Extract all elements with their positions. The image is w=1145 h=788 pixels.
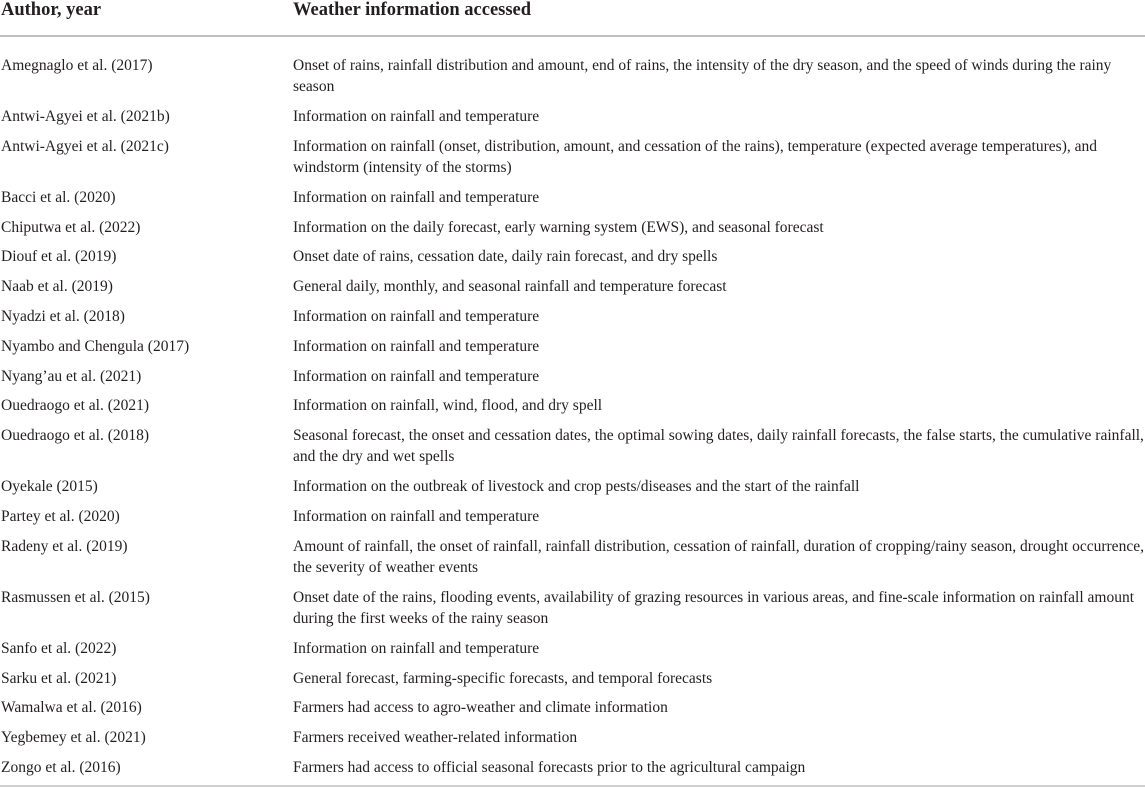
- info-cell: Information on rainfall and temperature: [293, 367, 540, 385]
- table-row: [0, 506, 1145, 536]
- info-cell: Farmers received weather-related information: [293, 729, 578, 747]
- table-row: [0, 336, 1145, 366]
- table-row: [0, 187, 1145, 217]
- table-row: [0, 536, 1145, 587]
- table-row: [0, 276, 1145, 306]
- author-cell: Oyekale (2015): [1, 478, 98, 496]
- info-cell: Information on rainfall and temperature: [293, 639, 540, 657]
- author-cell: Antwi-Agyei et al. (2021c): [1, 137, 169, 155]
- author-cell: Nyang’au et al. (2021): [1, 367, 142, 385]
- info-cell: Information on the daily forecast, early warning system (EWS), and seasonal forecast: [293, 218, 824, 236]
- author-cell: Ouedraogo et al. (2021): [1, 397, 150, 415]
- info-cell: Information on rainfall and temperature: [293, 307, 540, 325]
- table-row: [0, 757, 1145, 787]
- table-row: [0, 638, 1145, 668]
- author-cell: Zongo et al. (2016): [1, 758, 121, 776]
- table-row: [0, 136, 1145, 187]
- info-cell: Information on rainfall and temperature: [293, 337, 540, 355]
- author-cell: Ouedraogo et al. (2018): [1, 427, 150, 445]
- info-cell: Information on rainfall (onset, distribution, amount, and cessation of the rains), temperature (expected average temperatures), and windstorm (intensity of the storms): [293, 137, 1097, 176]
- author-cell: Wamalwa et al. (2016): [1, 699, 142, 717]
- info-cell: Farmers had access to agro-weather and climate information: [293, 699, 668, 717]
- author-cell: Amegnaglo et al. (2017): [1, 57, 153, 74]
- info-cell: Seasonal forecast, the onset and cessation dates, the optimal sowing dates, daily rainfall forecasts, the false starts, the cumulative rainfall, and the dry and wet spells: [293, 427, 1144, 466]
- info-cell: Information on the outbreak of livestock and crop pests/diseases and the start of the rainfall: [293, 478, 860, 496]
- table-bottom-rule: [0, 785, 1145, 787]
- info-cell: Amount of rainfall, the onset of rainfall, rainfall distribution, cessation of rainfall, duration of cropping/rainy season, drought occurrence, the severity of weather events: [293, 537, 1144, 576]
- table-row: [0, 106, 1145, 136]
- table-row: [0, 366, 1145, 396]
- info-cell: Farmers had access to official seasonal forecasts prior to the agricultural campaign: [293, 758, 806, 776]
- author-cell: Diouf et al. (2019): [1, 248, 117, 266]
- info-cell: Onset date of the rains, flooding events, availability of grazing resources in various areas, and fine-scale information on rainfall amount during the first weeks of the rainy season: [293, 588, 1135, 627]
- table-row: [0, 306, 1145, 336]
- table-row: [0, 697, 1145, 727]
- table-row: [0, 55, 1145, 106]
- table-header-row: [0, 0, 1145, 37]
- info-cell: Information on rainfall and temperature: [293, 188, 540, 206]
- table-row: [0, 587, 1145, 638]
- info-cell: General daily, monthly, and seasonal rainfall and temperature forecast: [293, 278, 727, 296]
- info-cell: General forecast, farming-specific forecasts, and temporal forecasts: [293, 669, 713, 687]
- author-cell: Sanfo et al. (2022): [1, 639, 117, 657]
- author-cell: Nyambo and Chengula (2017): [1, 337, 190, 355]
- table-row: [0, 395, 1145, 425]
- info-cell: Information on rainfall and temperature: [293, 507, 540, 525]
- author-cell: Bacci et al. (2020): [1, 188, 116, 206]
- info-cell: Information on rainfall, wind, flood, and dry spell: [293, 397, 603, 415]
- table-row: [0, 246, 1145, 276]
- table-row: [0, 727, 1145, 757]
- author-cell: Antwi-Agyei et al. (2021b): [1, 108, 170, 125]
- table-row: [0, 217, 1145, 247]
- table-body: [0, 37, 1145, 787]
- info-cell: Onset of rains, rainfall distribution and amount, end of rains, the intensity of the dry season, and the speed of winds during the rainy season: [293, 57, 1112, 95]
- table-row: [0, 668, 1145, 698]
- author-cell: Partey et al. (2020): [1, 507, 120, 525]
- table-row: [0, 425, 1145, 476]
- table-row: [0, 476, 1145, 506]
- info-cell: Information on rainfall and temperature: [293, 108, 540, 125]
- author-cell: Nyadzi et al. (2018): [1, 307, 125, 325]
- info-cell: Onset date of rains, cessation date, daily rain forecast, and dry spells: [293, 248, 718, 266]
- header-weather-information: Weather information accessed: [293, 0, 532, 20]
- author-cell: Rasmussen et al. (2015): [1, 588, 150, 606]
- author-cell: Radeny et al. (2019): [1, 537, 128, 555]
- author-cell: Naab et al. (2019): [1, 278, 113, 296]
- author-cell: Chiputwa et al. (2022): [1, 218, 141, 236]
- author-cell: Sarku et al. (2021): [1, 669, 117, 687]
- header-author-year: Author, year: [1, 0, 102, 20]
- author-cell: Yegbemey et al. (2021): [1, 729, 146, 747]
